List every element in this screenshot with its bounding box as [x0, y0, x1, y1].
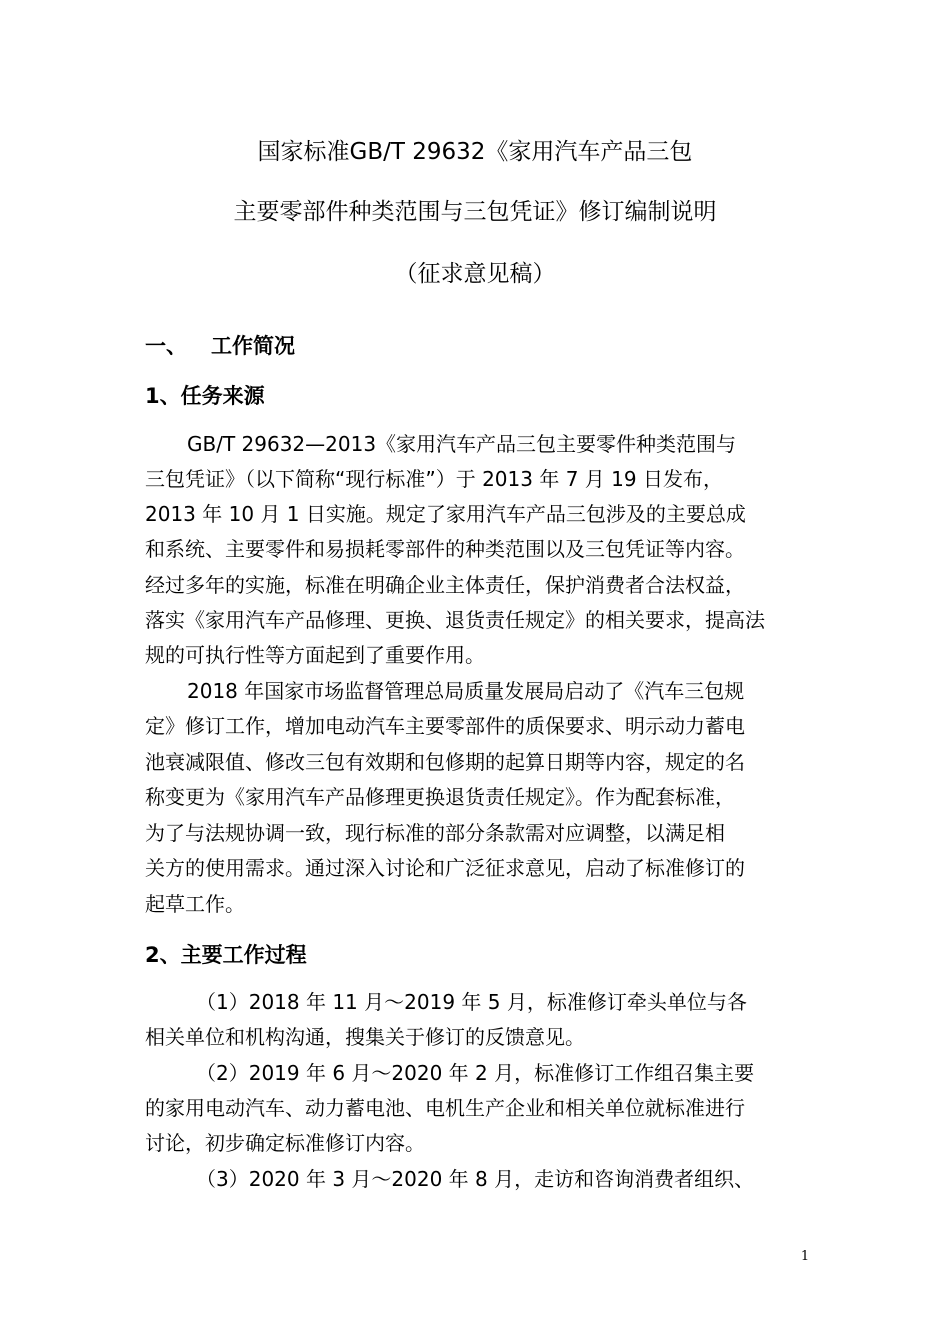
subsection-heading-task-source: 1、任务来源 [145, 384, 265, 408]
subsection-heading-work-process: 2、主要工作过程 [145, 943, 307, 967]
list-item-line: （1）2018 年 11 月～2019 年 5 月，标准修订牵头单位与各 [196, 990, 747, 1014]
paragraph-line: 落实《家用汽车产品修理、更换、退货责任规定》的相关要求，提高法 [145, 608, 765, 632]
section-number: 一、 [145, 334, 187, 358]
list-item-line: 相关单位和机构沟通，搜集关于修订的反馈意见。 [145, 1025, 585, 1049]
list-item-line: 的家用电动汽车、动力蓄电池、电机生产企业和相关单位就标准进行 [145, 1096, 745, 1120]
list-item-line: 讨论，初步确定标准修订内容。 [145, 1131, 425, 1155]
section-heading-work-overview [145, 332, 295, 360]
paragraph-line: 关方的使用需求。通过深入讨论和广泛征求意见，启动了标准修订的 [145, 856, 745, 880]
paragraph-line: 称变更为《家用汽车产品修理更换退货责任规定》。作为配套标准， [145, 785, 735, 809]
page-number: 1 [800, 1249, 810, 1264]
paragraph-line: 为了与法规协调一致，现行标准的部分条款需对应调整，以满足相 [145, 821, 725, 845]
paragraph-line: 定》修订工作，增加电动汽车主要零部件的质保要求、明示动力蓄电 [145, 714, 745, 738]
document-title-line-2: 主要零部件种类范围与三包凭证》修订编制说明 [233, 199, 717, 225]
paragraph-line: 起草工作。 [145, 892, 245, 916]
section-title: 工作简况 [211, 334, 295, 358]
list-item-line: （2）2019 年 6 月～2020 年 2 月，标准修订工作组召集主要 [196, 1061, 755, 1085]
paragraph-line: 池衰减限值、修改三包有效期和包修期的起算日期等内容，规定的名 [145, 750, 745, 774]
paragraph-line: 三包凭证》（以下简称“现行标准”）于 2013 年 7 月 19 日发布， [145, 467, 723, 491]
document-subtitle: （征求意见稿） [394, 261, 556, 287]
document-title-line-1: 国家标准GB/T 29632《家用汽车产品三包 [257, 139, 693, 165]
paragraph-line: 2013 年 10 月 1 日实施。规定了家用汽车产品三包涉及的主要总成 [145, 502, 746, 526]
paragraph-line: 规的可执行性等方面起到了重要作用。 [145, 643, 485, 667]
paragraph-line: 经过多年的实施，标准在明确企业主体责任，保护消费者合法权益， [145, 573, 745, 597]
list-item-line: （3）2020 年 3 月～2020 年 8 月，走访和咨询消费者组织、 [196, 1167, 755, 1191]
paragraph-line: GB/T 29632—2013《家用汽车产品三包主要零件种类范围与 [187, 432, 737, 456]
paragraph-line: 2018 年国家市场监督管理总局质量发展局启动了《汽车三包规 [187, 679, 745, 703]
paragraph-line: 和系统、主要零件和易损耗零部件的种类范围以及三包凭证等内容。 [145, 537, 745, 561]
